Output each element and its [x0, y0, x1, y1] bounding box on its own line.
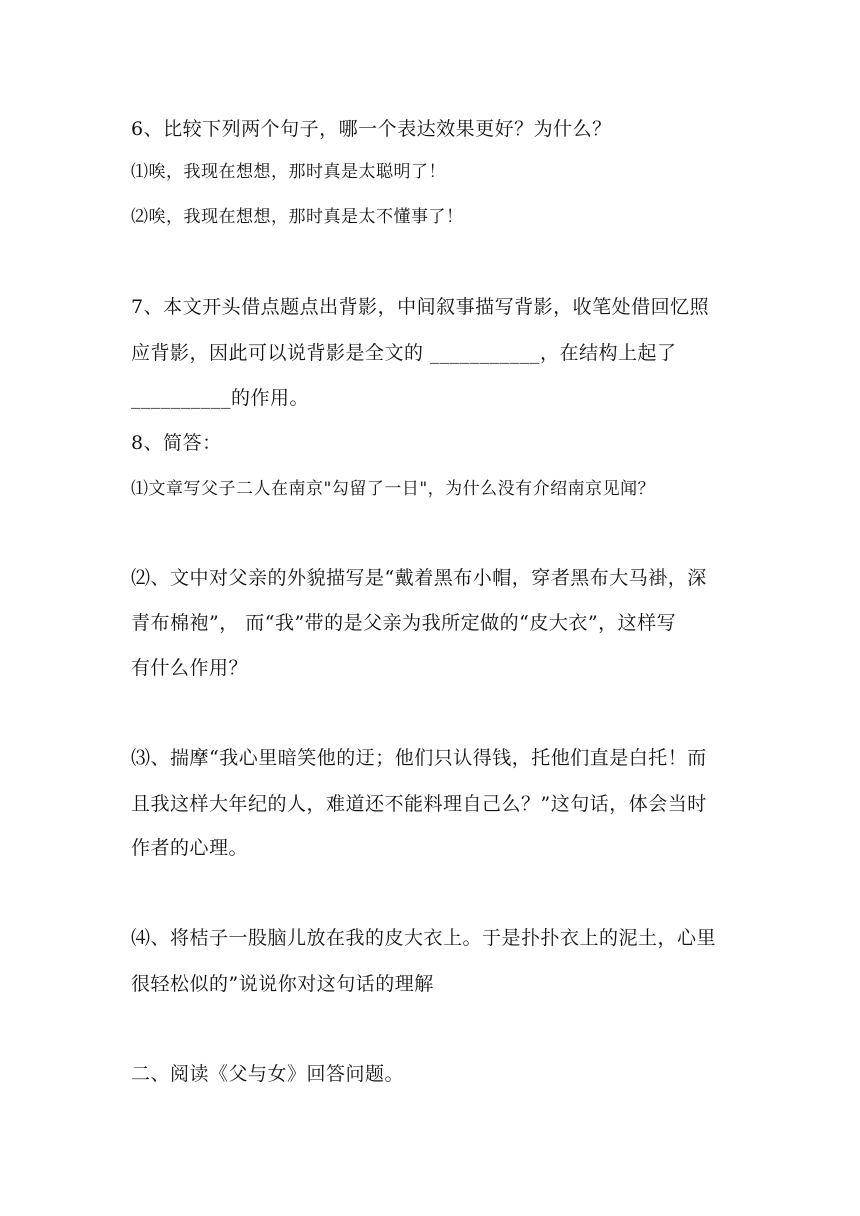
- question-8-2-line-2: 青布棉袍”， 而“我”带的是父亲为我所定做的“皮大衣”，这样写: [131, 612, 677, 634]
- question-8-2-line-3: 有什么作用？: [131, 657, 249, 679]
- question-8-title: 8、简答：: [131, 432, 222, 454]
- question-8-3-line-2: 且我这样大年纪的人，难道还不能料理自己么？”这句话，体会当时: [131, 793, 707, 815]
- question-8-2-line-1: ⑵、文中对父亲的外貌描写是“戴着黑布小帽，穿者黑布大马褂，深: [131, 567, 707, 589]
- question-8-4-line-1: ⑷、将桔子一股脑儿放在我的皮大衣上。于是扑扑衣上的泥土，心里: [131, 927, 717, 949]
- question-7-line-2: 应背影，因此可以说背影是全文的 ___________，在结构上起了: [131, 342, 677, 364]
- question-8-1-text: ⑴文章写父子二人在南京"勾留了一日"，为什么没有介绍南京见闻？: [131, 479, 656, 499]
- question-8-3-line-1: ⑶、揣摩“我心里暗笑他的迂；他们只认得钱，托他们直是白托！而: [131, 747, 707, 769]
- section-2-heading: 二、阅读《父与女》回答问题。: [131, 1063, 405, 1085]
- question-8-3-line-3: 作者的心理。: [131, 837, 249, 859]
- question-7-line-1: 7、本文开头借点题点出背影，中间叙事描写背影，收笔处借回忆照: [131, 296, 710, 318]
- sentence-1-text: ⑴唉，我现在想想，那时真是太聪明了！: [131, 162, 446, 182]
- question-6-text: 6、比较下列两个句子，哪一个表达效果更好？为什么？: [131, 118, 612, 140]
- question-7-line-3: __________的作用。: [131, 387, 310, 409]
- sentence-2-text: ⑵唉，我现在想想，那时真是太不懂事了！: [131, 207, 464, 227]
- question-8-4-line-2: 很轻松似的”说说你对这句话的理解: [131, 973, 434, 995]
